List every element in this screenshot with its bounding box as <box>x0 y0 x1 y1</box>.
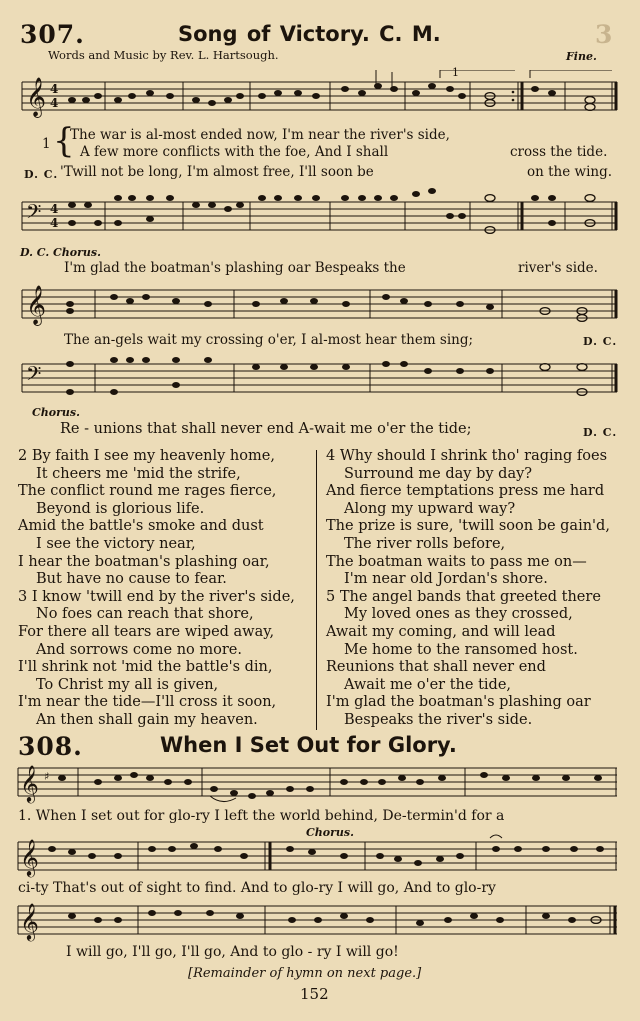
svg-text:𝄢: 𝄢 <box>26 362 42 390</box>
lyric-307-line-2a: I'm glad the boatman's plashing oar Bespeaks the <box>64 260 406 276</box>
verse-line: For there all tears are wiped away, <box>18 623 275 640</box>
lyric-307-line-1b: A few more conflicts with the foe, And I shall <box>80 144 389 160</box>
staff-307-bass-2 <box>0 350 640 406</box>
svg-text:𝄞: 𝄞 <box>20 838 39 876</box>
verse-line: Me home to the ransomed host. <box>344 641 578 658</box>
svg-text:𝄞: 𝄞 <box>26 285 47 325</box>
dc-chorus-label: D. C. Chorus. <box>20 246 101 259</box>
lyric-307-line-3: Re - unions that shall never end A-wait me o'er the tide; <box>60 421 472 437</box>
verse-line: And fierce temptations press me hard <box>326 483 605 500</box>
hymn-307-number: 307. <box>20 20 85 49</box>
verse-line: 3 I know 'twill end by the river's side, <box>18 588 295 605</box>
verse-line: No foes can reach that shore, <box>36 606 254 623</box>
verse-line: I'll shrink not 'mid the battle's din, <box>18 659 273 676</box>
staff-308-line-3 <box>0 896 640 944</box>
lyric-307-line-1a: The war is al-most ended now, I'm near the river's side, <box>70 127 450 143</box>
verse-line: An then shall gain my heaven. <box>36 711 258 728</box>
lyric-308-line-2: ci-ty That's out of sight to find. And to glo-ry I will go, And to glo-ry <box>18 880 496 896</box>
verse-line: Surround me day by day? <box>344 465 533 482</box>
verse-line: 5 The angel bands that greeted there <box>326 588 601 605</box>
fine-marking: Fine. <box>566 50 597 63</box>
staff-307-bass-1 <box>0 186 640 246</box>
staff-308-line-2 <box>0 832 640 880</box>
verse-line: I see the victory near, <box>36 535 196 552</box>
verse-line: Along my upward way? <box>344 500 516 517</box>
stanza-number: 1 <box>42 136 51 152</box>
svg-text:4: 4 <box>50 82 59 96</box>
verse-line: It cheers me 'mid the strife, <box>36 465 241 482</box>
lyric-307-line-1b-end: cross the tide. <box>510 144 608 160</box>
verse-line: To Christ my all is given, <box>36 676 219 693</box>
svg-text:𝄢: 𝄢 <box>26 200 42 228</box>
hymn-307-number-bleed: 3 <box>595 20 614 49</box>
staff-307-treble-1 <box>0 70 640 130</box>
verse-line: I'm near the tide—I'll cross it soon, <box>18 694 277 711</box>
line-3-dc: D. C. <box>583 426 618 439</box>
verse-line: My loved ones as they crossed, <box>344 606 573 623</box>
lyric-307-line-2a-end: river's side. <box>518 260 598 276</box>
svg-text:♯: ♯ <box>44 770 50 783</box>
verse-line: The river rolls before, <box>344 535 506 552</box>
first-ending-mark: 1 <box>452 66 459 79</box>
chorus-label-308: Chorus. <box>306 826 354 839</box>
verse-line: And sorrows come no more. <box>36 641 242 658</box>
verse-line: I'm glad the boatman's plashing oar <box>326 694 591 711</box>
verse-line: Await my coming, and will lead <box>326 623 556 640</box>
verse-line: 2 By faith I see my heavenly home, <box>18 448 275 464</box>
lyric-308-line-1: 1. When I set out for glo-ry I left the world behind, De-termin'd for a <box>18 808 505 824</box>
hymn-308-title: When I Set Out for Glory. <box>160 733 457 757</box>
verse-line: Bespeaks the river's side. <box>344 711 533 728</box>
verse-line: Beyond is glorious life. <box>36 500 205 517</box>
remainder-note: [Remainder of hymn on next page.] <box>188 966 422 981</box>
hymn-308-number: 308. <box>18 732 83 761</box>
verses-right-column <box>326 448 610 730</box>
lyric-307-line-2b: The an-gels wait my crossing o'er, I al-most hear them sing; <box>64 332 474 348</box>
verse-line: I hear the boatman's plashing oar, <box>18 553 270 570</box>
verse-line: But have no cause to fear. <box>36 571 227 588</box>
hymn-307-title: Song of Victory. C. M. <box>178 22 441 46</box>
svg-text:𝄞: 𝄞 <box>20 902 39 940</box>
staff-307-treble-2 <box>0 280 640 332</box>
verse-column-divider <box>316 450 317 730</box>
lyric-308-line-3: I will go, I'll go, I'll go, And to glo - ry I will go! <box>66 944 399 960</box>
verse-line: Amid the battle's smoke and dust <box>18 518 264 535</box>
page-number: 152 <box>300 985 329 1003</box>
dc-label: D. C. <box>24 168 59 181</box>
line-2b-dc: D. C. <box>583 335 618 348</box>
stanza-brace: { <box>53 121 75 161</box>
verse-line: The conflict round me rages fierce, <box>18 483 277 500</box>
verse-line: The prize is sure, 'twill soon be gain'd, <box>326 518 610 535</box>
svg-text:4: 4 <box>50 216 59 230</box>
verses-left-column <box>18 448 295 730</box>
verse-line: 4 Why should I shrink tho' raging foes <box>326 448 608 464</box>
svg-text:4: 4 <box>50 202 59 216</box>
verse-line: Reunions that shall never end <box>326 659 546 676</box>
verse-line: Await me o'er the tide, <box>344 676 512 693</box>
svg-text:4: 4 <box>50 96 59 110</box>
chorus-label-307: Chorus. <box>32 406 80 419</box>
hymn-307-credit: Words and Music by Rev. L. Hartsough. <box>48 48 279 62</box>
svg-text:𝄞: 𝄞 <box>20 764 39 802</box>
staff-308-line-1 <box>0 760 640 810</box>
verse-line: I'm near old Jordan's shore. <box>344 571 548 588</box>
lyric-307-line-1c: 'Twill not be long, I'm almost free, I'll soon be <box>60 164 374 180</box>
lyric-307-line-1c-end: on the wing. <box>527 164 613 180</box>
verse-line: The boatman waits to pass me on— <box>326 553 587 570</box>
svg-text:𝄞: 𝄞 <box>26 77 47 117</box>
